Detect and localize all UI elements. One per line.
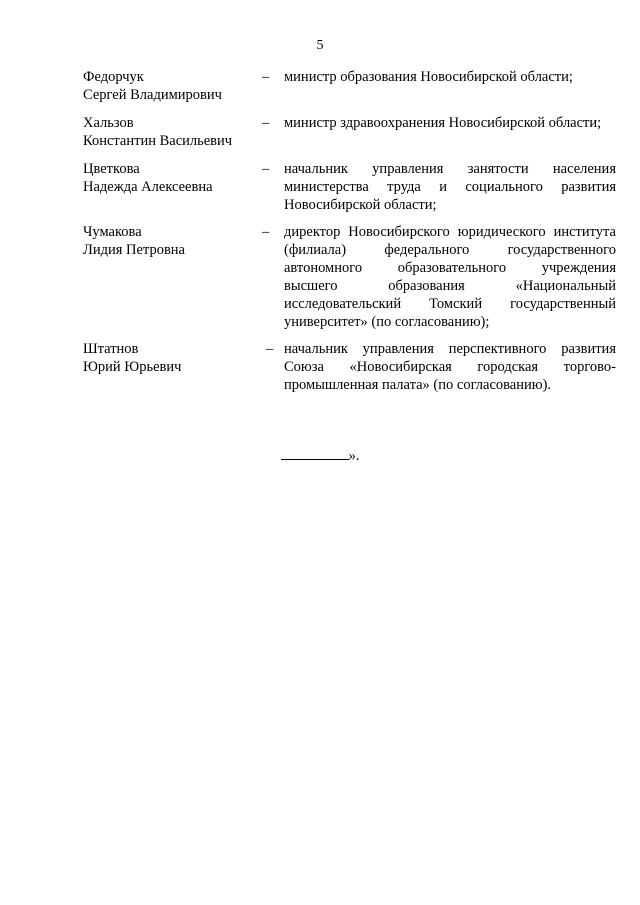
member-surname: Федорчук — [83, 69, 144, 85]
member-name — [83, 160, 253, 196]
page-number: 5 — [316, 38, 324, 53]
position-line: министерства труда и социального развития — [284, 179, 616, 195]
position-line: (филиала) федерального государственного — [284, 242, 616, 258]
position-line: университет» (по согласованию); — [284, 314, 490, 330]
position-line: исследовательский Томский государственный — [284, 296, 616, 312]
dash-separator: – — [262, 161, 270, 177]
member-position — [284, 340, 616, 394]
member-surname: Штатнов — [83, 341, 139, 357]
member-name — [83, 114, 253, 150]
dash-separator: – — [262, 69, 270, 85]
member-given-names: Надежда Алексеевна — [83, 179, 213, 195]
member-name — [83, 340, 253, 376]
position-line: начальник управления перспективного развития — [284, 341, 616, 357]
member-surname: Чумакова — [83, 224, 142, 240]
position-line: директор Новосибирского юридического института — [284, 224, 616, 240]
member-given-names: Лидия Петровна — [83, 242, 185, 258]
position-line: министр здравоохранения Новосибирской области; — [284, 115, 602, 131]
member-surname: Хальзов — [83, 115, 134, 131]
position-line: министр образования Новосибирской области; — [284, 69, 573, 85]
member-position — [284, 160, 616, 214]
member-given-names: Юрий Юрьевич — [83, 359, 182, 375]
member-name — [83, 223, 253, 259]
position-line: промышленная палата» (по согласованию). — [284, 377, 552, 393]
position-line: высшего образования «Национальный — [284, 278, 616, 294]
dash-separator: – — [266, 341, 274, 357]
member-surname: Цветкова — [83, 161, 140, 177]
member-position — [284, 68, 616, 86]
dash-separator: – — [262, 224, 270, 240]
position-line: Новосибирской области; — [284, 197, 437, 213]
member-position — [284, 223, 616, 331]
member-name — [83, 68, 253, 104]
position-line: начальник управления занятости населения — [284, 161, 616, 177]
position-line: Союза «Новосибирская городская торгово- — [284, 359, 616, 375]
member-given-names: Константин Васильевич — [83, 133, 233, 149]
position-line: автономного образовательного учреждения — [284, 260, 616, 276]
dash-separator: – — [262, 115, 270, 131]
closing-quote: ». — [348, 448, 360, 464]
signature-blank — [281, 446, 349, 460]
closing-mark — [0, 446, 640, 465]
member-position — [284, 114, 616, 132]
member-given-names: Сергей Владимирович — [83, 87, 222, 103]
